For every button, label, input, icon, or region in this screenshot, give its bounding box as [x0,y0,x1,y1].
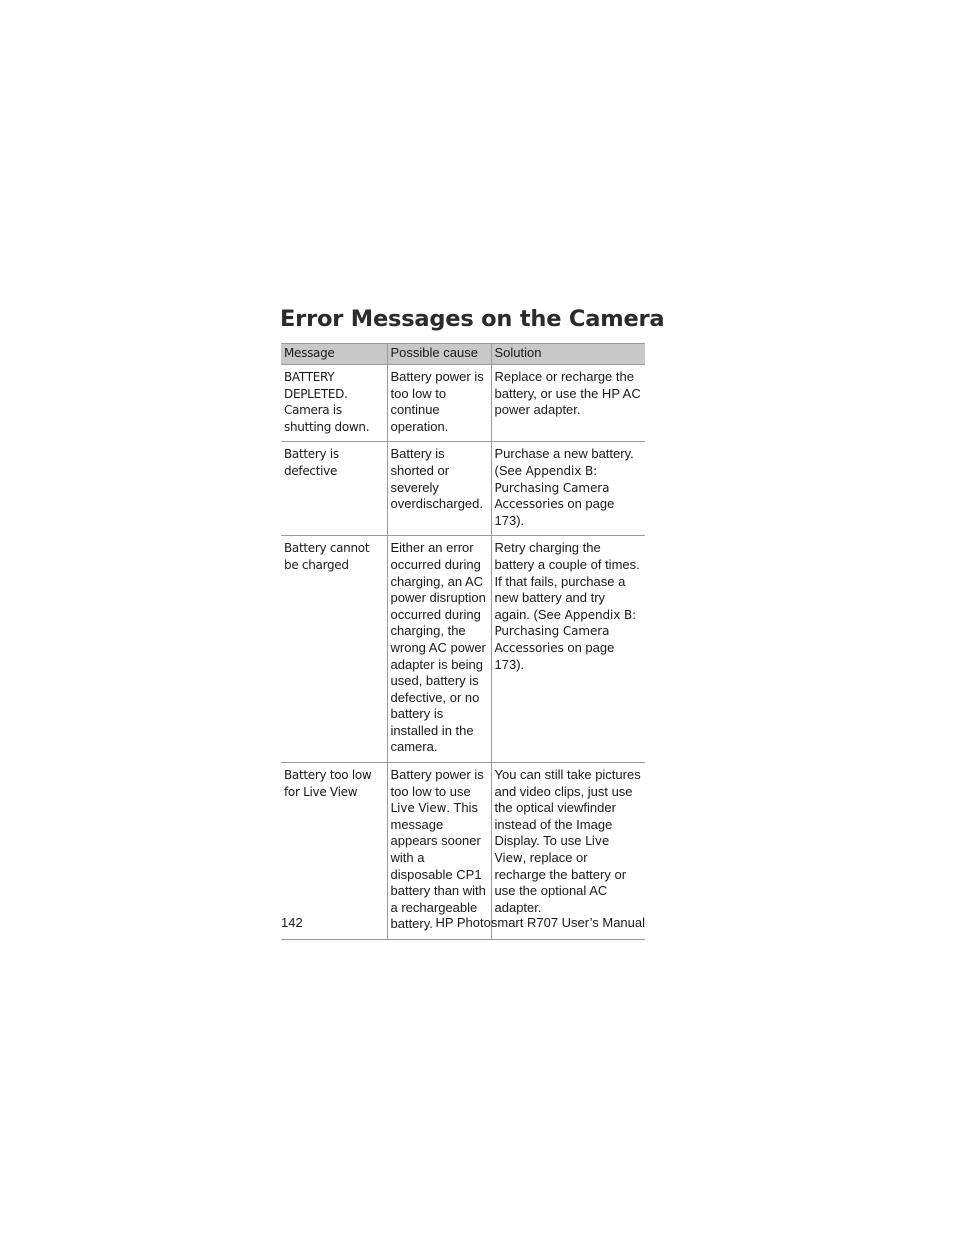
message-cell: Battery too low for Live View [281,763,387,940]
cross-reference: Live View [390,801,447,816]
solution-text: on page 173). [494,639,615,672]
column-header-solution: Solution [491,344,645,365]
solution-cell [491,536,645,763]
message-line: Camera is shutting down. [284,403,370,434]
table-row [281,536,645,763]
table-row [281,442,645,536]
solution-text: , replace or recharge the battery or use the optional AC adapter. [494,850,627,915]
cause-cell: Battery is shorted or severely overdischarged. [387,442,491,536]
solution-text: You can still take pictures and video clips, just use the optical viewfinder instead of the Image Display. To use [494,767,641,849]
cause-text: Battery power is too low to use [390,767,484,799]
column-header-possible-cause: Possible cause [387,344,491,365]
page-title: Error Messages on the Camera [280,306,665,332]
cross-reference: Appendix B: Purchasing Camera Accessories [494,607,637,655]
message-cell: Battery cannot be charged [281,536,387,763]
page-number: 142 [281,915,303,930]
error-messages-table [281,343,645,940]
message-line: BATTERY DEPLETED. [284,370,348,401]
cross-reference: Live View [494,834,610,866]
solution-cell [491,442,645,536]
table-header-row [281,344,645,365]
solution-text: Purchase a new battery. (See [494,446,634,478]
solution-text: Retry charging the battery a couple of times. If that fails, purchase a new battery and try again. (See [494,540,640,622]
message-cell: Battery is defective [281,442,387,536]
solution-cell: Replace or recharge the battery, or use the HP AC power adapter. [491,365,645,442]
cause-cell [387,763,491,940]
solution-cell [491,763,645,940]
cross-reference: Appendix B: Purchasing Camera Accessories [494,463,610,512]
manual-title: HP Photosmart R707 User’s Manual [435,915,645,930]
solution-text: on page 173). [494,496,615,528]
message-cell [281,365,387,442]
cause-cell: Either an error occurred during charging, an AC power disruption occurred during charging, the wrong AC power adapter is being used, battery is defective, or no battery is installed in the camera. [387,536,491,763]
table-row [281,763,645,940]
cause-text: . This message appears sooner with a disposable CP1 battery than with a rechargeable battery. [390,800,486,932]
column-header-message: Message [281,344,387,365]
cause-cell: Battery power is too low to continue operation. [387,365,491,442]
table-row [281,365,645,442]
